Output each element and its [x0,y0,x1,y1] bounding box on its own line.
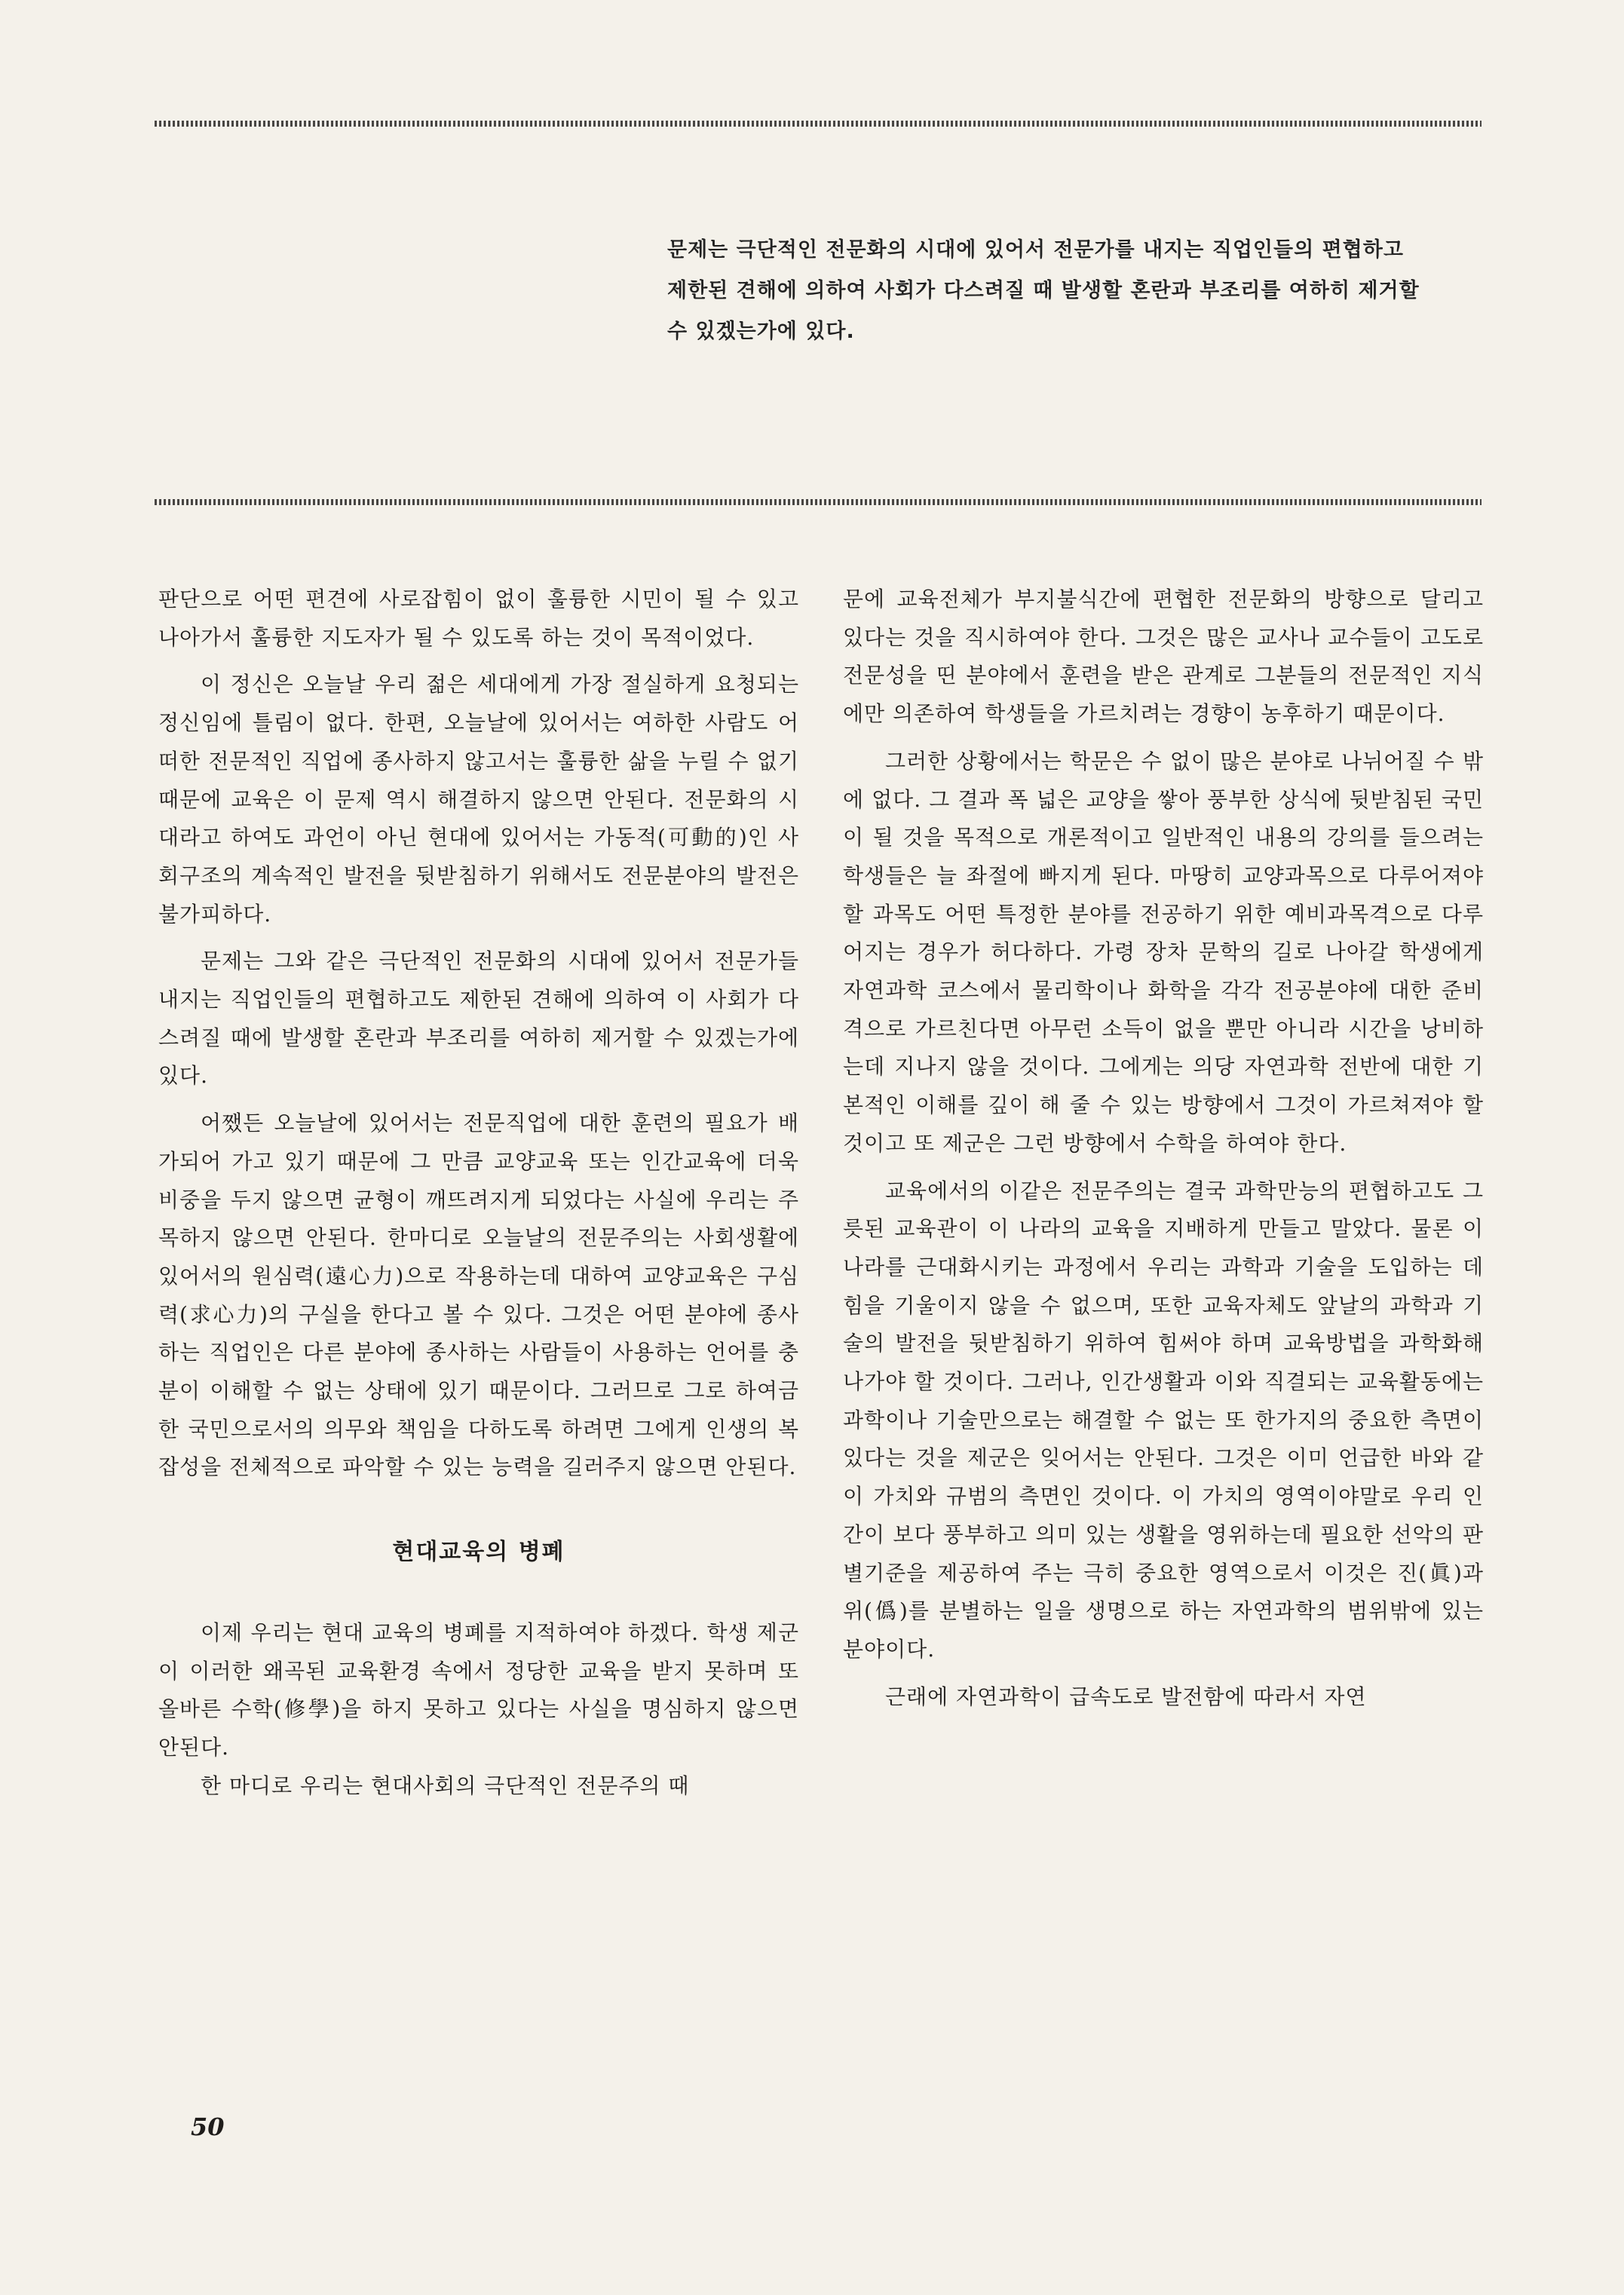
paragraph: 그러한 상황에서는 학문은 수 없이 많은 분야로 나뉘어질 수 밖에 없다. 그 결과 폭 넓은 교양을 쌓아 풍부한 상식에 뒷받침된 국민이 될 것을 목적으로 개론적이고 일반적인 내용의 강의를 들으려는 학생들은 늘 좌절에 빠지게 된다. 마땅히 교양과목으로 다루어져야할 과목도 어떤 특정한 분야를 전공하기 위한 예비과목격으로 다루어지는 경우가 허다하다. 가령 장차 문학의 길로 나아갈 학생에게 자연과학 코스에서 물리학이나 화학을 각각 전공분야에 대한 준비격으로 가르친다면 아무런 소득이 없을 뿐만 아니라 시간을 낭비하는데 지나지 않을 것이다. 그에게는 의당 자연과학 전반에 대한 기본적인 이해를 깊이 해 줄 수 있는 방향에서 그것이 가르쳐져야 할 것이고 또 제군은 그런 방향에서 수학을 하여야 한다. [843,748,1484,1156]
pull-quote: 문제는 극단적인 전문화의 시대에 있어서 전문가를 내지는 직업인들의 편협하고 제한된 견해에 의하여 사회가 다스려질 때 발생할 혼란과 부조리를 여하히 제거할 수 있겠는가에 있다. [667,238,1420,343]
paragraph: 이제 우리는 현대 교육의 병폐를 지적하여야 하겠다. 학생 제군이 이러한 왜곡된 교육환경 속에서 정당한 교육을 받지 못하며 또 올바른 수학(修學)을 하지 못하고 있다는 사실을 명심하지 않으면 안된다. [158,1619,799,1760]
paragraph: 어쨌든 오늘날에 있어서는 전문직업에 대한 훈련의 필요가 배가되어 가고 있기 때문에 그 만큼 교양교육 또는 인간교육에 더욱 비중을 두지 않으면 균형이 깨뜨려지게 되었다는 사실에 우리는 주목하지 않으면 안된다. 한마디로 오늘날의 전문주의는 사회생활에 있어서의 원심력(遠心力)으로 작용하는데 대하여 교양교육은 구심력(求心力)의 구실을 한다고 볼 수 있다. 그것은 어떤 분야에 종사하는 직업인은 다른 분야에 종사하는 사람들이 사용하는 언어를 충분이 이해할 수 없는 상태에 있기 때문이다. 그러므로 그로 하여금 한 국민으로서의 의무와 책임을 다하도록 하려면 그에게 인생의 복잡성을 전체적으로 파악할 수 있는 능력을 길러주지 않으면 안된다. [158,1111,799,1480]
top-dotted-rule [155,121,1482,127]
paragraph: 문에 교육전체가 부지불식간에 편협한 전문화의 방향으로 달리고 있다는 것을 직시하여야 한다. 그것은 많은 교사나 교수들이 고도로 전문성을 띤 분야에서 훈련을 받은 관계로 그분들의 전문적인 지식에만 의존하여 학생들을 가르치려는 경향이 농후하기 때문이다. [843,587,1484,727]
paragraph: 한 마디로 우리는 현대사회의 극단적인 전문주의 때 [201,1773,690,1798]
paragraph: 판단으로 어떤 편견에 사로잡힘이 없이 훌륭한 시민이 될 수 있고 나아가서 훌륭한 지도자가 될 수 있도록 하는 것이 목적이었다. [158,587,799,650]
page-number: 50 [191,2113,225,2141]
bottom-dotted-rule [155,499,1482,505]
paragraph: 교육에서의 이같은 전문주의는 결국 과학만능의 편협하고도 그릇된 교육관이 이 나라의 교육을 지배하게 만들고 말았다. 물론 이 나라를 근대화시키는 과정에서 우리는 과학과 기술을 도입하는 데 힘을 기울이지 않을 수 없으며, 또한 교육자체도 앞날의 과학과 기술의 발전을 뒷받침하기 위하여 힘써야 하며 교육방법을 과학화해 나가야 할 것이다. 그러나, 인간생활과 이와 직결되는 교육활동에는 과학이나 기술만으로는 해결할 수 없는 또 한가지의 중요한 측면이 있다는 것을 제군은 잊어서는 안된다. 그것은 이미 언급한 바와 같이 가치와 규범의 측면인 것이다. 이 가치의 영역이야말로 우리 인간이 보다 풍부하고 의미 있는 생활을 영위하는데 필요한 선악의 판별기준을 제공하여 주는 극히 중요한 영역으로서 이것은 진(眞)과 위(僞)를 분별하는 일을 생명으로 하는 자연과학의 범위밖에 있는 분야이다. [843,1178,1484,1662]
paragraph: 문제는 그와 같은 극단적인 전문화의 시대에 있어서 전문가들 내지는 직업인들의 편협하고도 제한된 견해에 의하여 이 사회가 다스려질 때에 발생할 혼란과 부조리를 여하히 제거할 수 있겠는가에 있다. [158,948,799,1089]
section-heading: 현대교육의 병폐 [392,1539,565,1566]
left-column [158,581,799,1805]
paragraph: 근래에 자연과학이 급속도로 발전함에 따라서 자연 [885,1684,1367,1709]
paragraph: 이 정신은 오늘날 우리 젊은 세대에게 가장 절실하게 요청되는 정신임에 틀림이 없다. 한편, 오늘날에 있어서는 여하한 사람도 어떠한 전문적인 직업에 종사하지 않고서는 훌륭한 삶을 누릴 수 없기 때문에 교육은 이 문제 역시 해결하지 않으면 안된다. 전문화의 시대라고 하여도 과언이 아닌 현대에 있어서는 가동적(可動的)인 사회구조의 계속적인 발전을 뒷받침하기 위해서도 전문분야의 발전은 불가피하다. [158,672,799,927]
right-column [843,581,1484,1716]
